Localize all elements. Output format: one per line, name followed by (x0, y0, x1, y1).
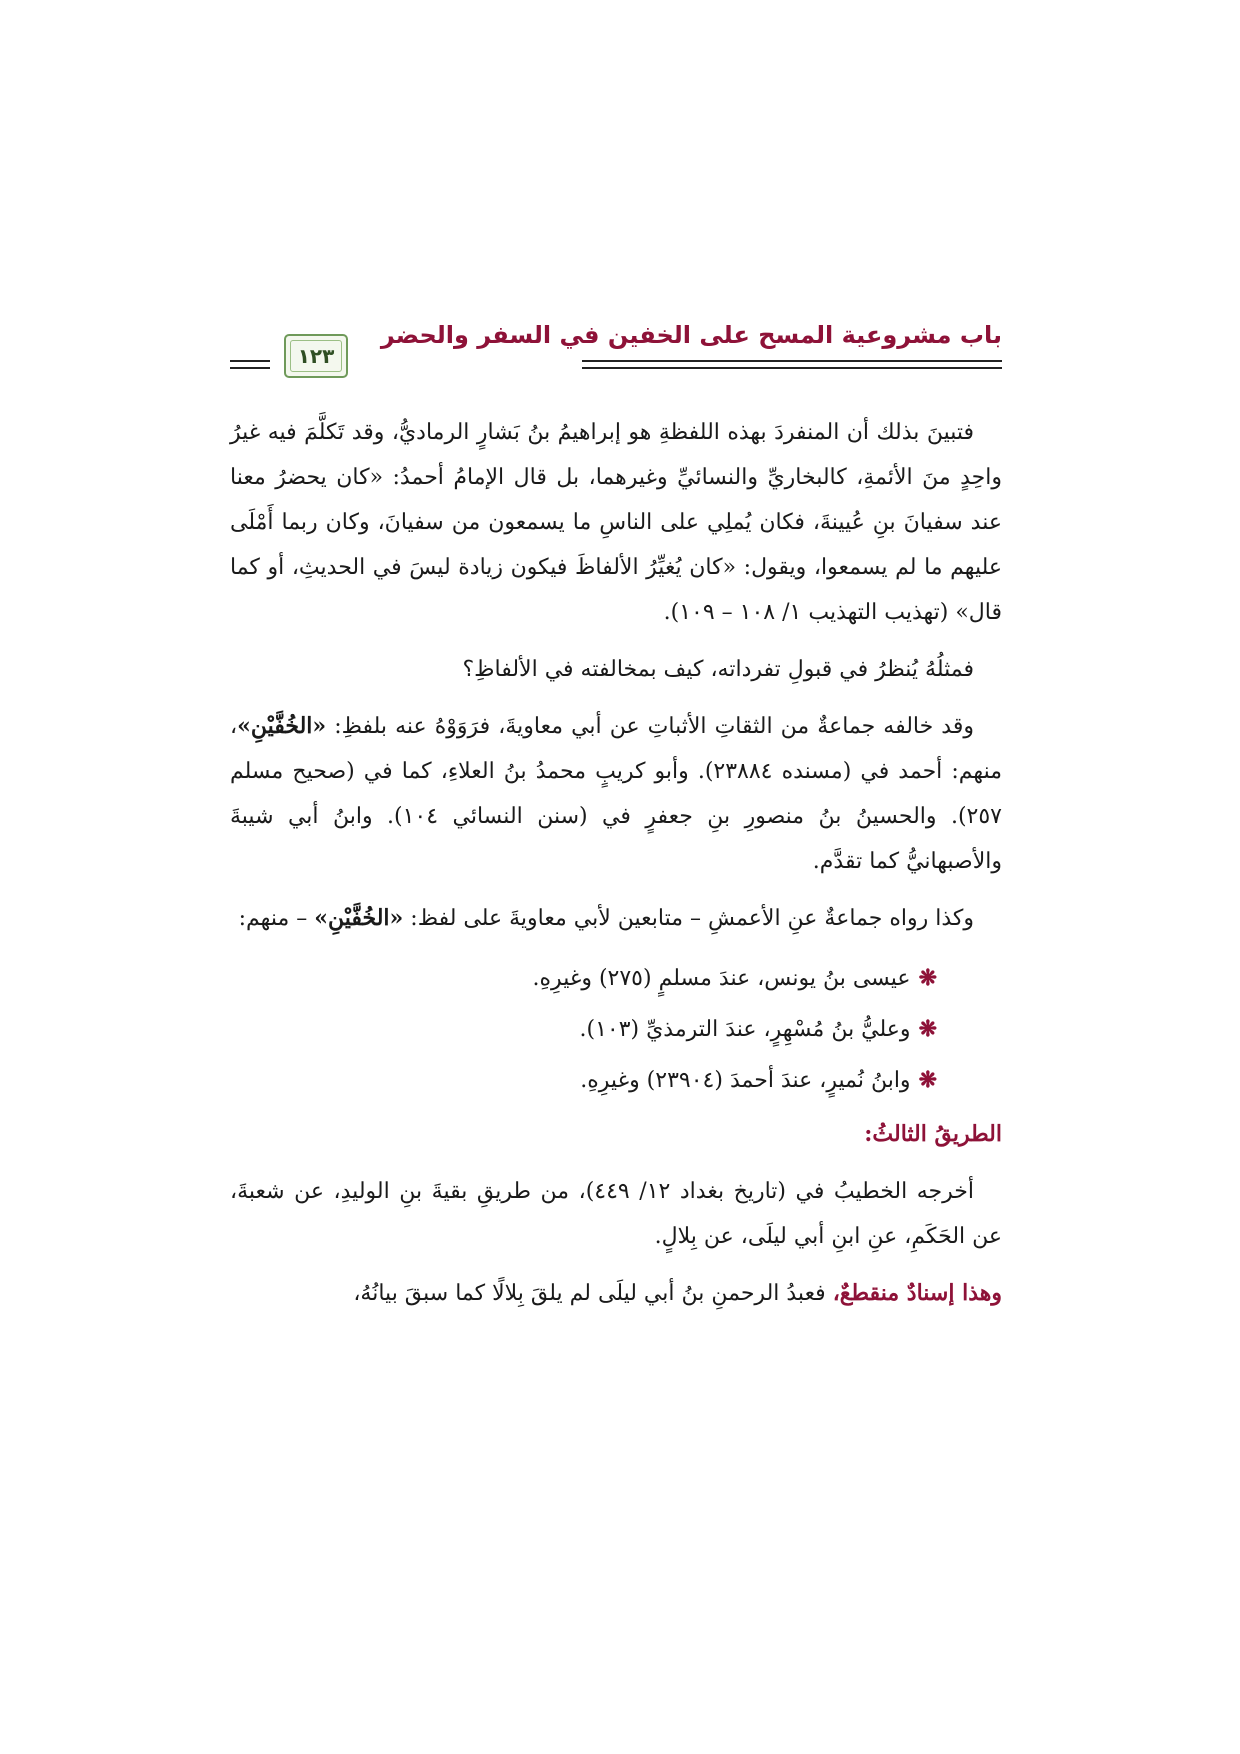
page-number-badge (284, 334, 348, 378)
section-subheading: الطريقُ الثالثُ: (864, 1121, 1002, 1147)
header-rule-left-top (230, 360, 270, 362)
paragraph-5: أخرجه الخطيبُ في (تاريخ بغداد ١٢/ ٤٤٩)، من طريقِ بقيةَ بنِ الوليدِ، عن شعبةَ، عن الحَكَمِ، عنِ ابنِ أبي ليلَى، عن بِلالٍ. (230, 1179, 1002, 1249)
list-item (230, 1055, 937, 1106)
paragraph-4-rest: – منهم: (238, 906, 308, 931)
highlighted-phrase: وهذا إسنادٌ منقطعٌ، (832, 1280, 1002, 1306)
narrators-list (230, 953, 1002, 1106)
page-number: ١٢٣ (297, 344, 335, 368)
paragraph-1: فتبينَ بذلك أن المنفردَ بهذه اللفظةِ هو إبراهيمُ بنُ بَشارٍ الرماديُّ، وقد تَكلَّمَ فيه غيرُ واحِدٍ منَ الأئمةِ، كالبخاريِّ والنسائيِّ وغيرهما، بل قال الإمامُ أحمدُ: «كان يحضرُ معنا عند سفيانَ بنِ عُيينةَ، فكان يُملِي على الناسِ ما يسمعون من سفيانَ، وكان ربما أَمْلَى عليهم ما لم يسمعوا، ويقول: «كان يُغيِّرُ الألفاظَ فيكون زيادة ليسَ في الحديثِ، أو كما قال» (تهذيب التهذيب ١/ ١٠٨ – ١٠٩). (230, 420, 1002, 625)
highlighted-term: «الخُفَّيْنِ» (237, 713, 327, 739)
running-title: باب مشروعية المسح على الخفين في السفر والحضر (380, 321, 1002, 349)
header-rule-left-bottom (230, 367, 270, 369)
paragraph-4-start: وكذا رواه جماعةٌ عنِ الأعمشِ – متابعين لأبي معاويةَ على لفظ: (410, 906, 974, 931)
page-body (230, 410, 1002, 1328)
list-item-text: عيسى بنُ يونس، عندَ مسلمٍ (٢٧٥) وغيرِهِ. (532, 966, 911, 991)
list-item (230, 1004, 937, 1055)
paragraph-6 (230, 1271, 1002, 1316)
header-rule-bottom (582, 367, 1002, 369)
list-item-text: وابنُ نُميرٍ، عندَ أحمدَ (٢٣٩٠٤) وغيرِهِ. (580, 1068, 911, 1093)
bullet-star-icon: ❋ (918, 965, 937, 991)
list-item (230, 953, 937, 1004)
page-header (230, 320, 1002, 376)
paragraph-2: فمثلُهُ يُنظرُ في قبولِ تفرداته، كيف بمخالفته في الألفاظِ؟ (462, 657, 974, 682)
paragraph-6-rest: فعبدُ الرحمنِ بنُ أبي ليلَى لم يلقَ بِلالًا كما سبقَ بيانُهُ، (353, 1281, 826, 1306)
list-item-text: وعليُّ بنُ مُسْهِرٍ، عندَ الترمذيِّ (١٠٣). (579, 1017, 911, 1042)
paragraph-3-start: وقد خالفه جماعةٌ من الثقاتِ الأثباتِ عن أبي معاويةَ، فرَوَوْهُ عنه بلفظِ: (334, 714, 974, 739)
bullet-star-icon: ❋ (918, 1016, 937, 1042)
bullet-star-icon: ❋ (918, 1067, 937, 1093)
paragraph-3-rest: ، منهم: أحمد في (مسنده ٢٣٨٨٤). وأبو كريبٍ محمدُ بنُ العلاءِ، كما في (صحيح مسلم ٢٥٧). والحسينُ بنُ منصورِ بنِ جعفرٍ في (سنن النسائي ١٠٤). وابنُ أبي شيبةَ والأصبهانيُّ كما تقدَّم. (230, 714, 1002, 874)
paragraph-4 (230, 896, 1002, 941)
paragraph-3 (230, 704, 1002, 884)
highlighted-term: «الخُفَّيْنِ» (314, 905, 404, 931)
header-rule-top (582, 360, 1002, 362)
